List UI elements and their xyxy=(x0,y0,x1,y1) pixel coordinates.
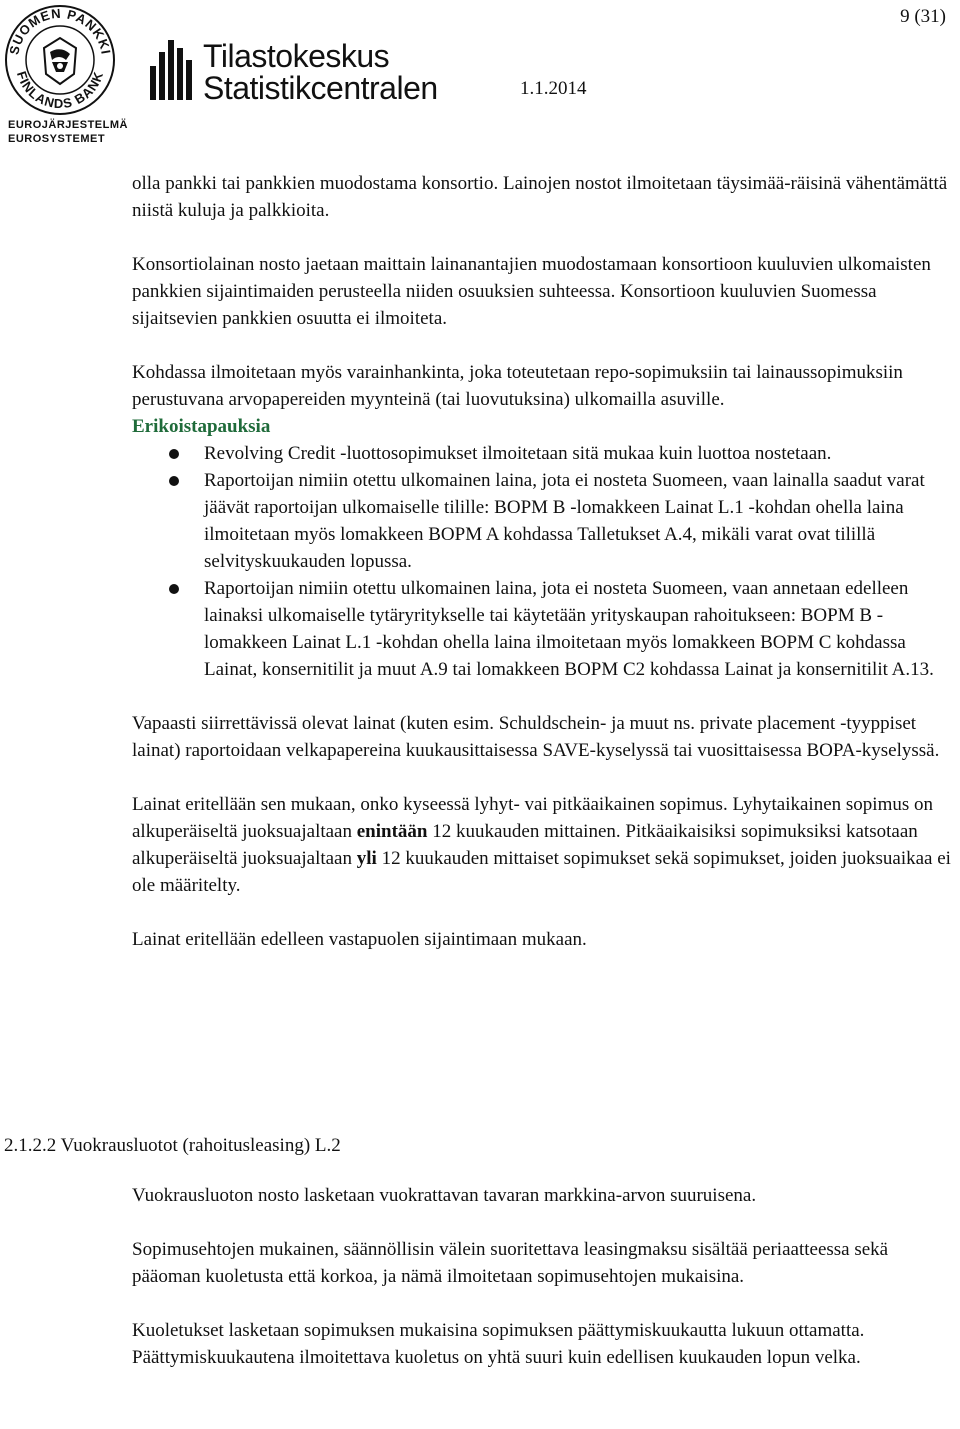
tilastokeskus-wordmark: Tilastokeskus Statistikcentralen xyxy=(203,38,438,106)
suomen-pankki-seal-logo xyxy=(4,4,116,116)
paragraph-1: olla pankki tai pankkien muodostama konsortio. Lainojen nostot ilmoitetaan täysimää-räisinä vähentämättä niistä kuluja ja palkkioita. xyxy=(132,173,948,221)
document-date: 1.1.2014 xyxy=(520,78,587,99)
list-item: Raportoijan nimiin otettu ulkomainen laina, jota ei nosteta Suomeen, vaan annetaan edelleen lainaksi ulkomaiselle tytäryritykselle tai käytetään yrityskaupan rahoitukseen: BOPM B -lomakkeen Lainat L.1 -kohdan ohella laina ilmoitetaan myös lomakkeen BOPM C kohdassa Lainat, konsernitilit ja muut A.9 tai lomakkeen BOPM C2 kohdassa Lainat ja konsernitilit A.13. xyxy=(132,575,954,683)
section-title-leasing: 2.1.2.2 Vuokrausluotot (rahoitusleasing) L.2 xyxy=(4,1135,341,1156)
paragraph-4: Vapaasti siirrettävissä olevat lainat (kuten esim. Schuldschein- ja muut ns. private placement -tyyppiset lainat) raportoidaan velkapapereina kuukausittaisessa SAVE-kyselyssä tai vuosittaisessa BOPA-kyselyssä. xyxy=(132,713,940,761)
bullet-icon xyxy=(168,448,180,460)
special-cases-list xyxy=(132,440,954,683)
leasing-content xyxy=(132,1182,954,1371)
paragraph-2: Konsortiolainan nosto jaetaan maittain lainanantajien muodostamaan konsortioon kuuluvien ulkomaisten pankkien sijaintimaiden perusteella niiden osuuksien suhteessa. Konsortioon kuuluvien Suomessa sijaitsevien pankkien osuutta ei ilmoiteta. xyxy=(132,254,931,329)
bullet-icon xyxy=(168,583,180,595)
paragraph-6: Lainat eritellään edelleen vastapuolen sijaintimaan mukaan. xyxy=(132,929,587,950)
tilastokeskus-bars-logo xyxy=(150,38,196,100)
main-content xyxy=(132,170,954,953)
list-item: Revolving Credit -luottosopimukset ilmoitetaan sitä mukaa kuin luottoa nostetaan. xyxy=(132,440,954,467)
paragraph-8: Sopimusehtojen mukainen, säännöllisin välein suoritettava leasingmaksu sisältää periaatteessa sekä pääoman kuoletusta että korkoa, ja nämä ilmoitetaan sopimusehtojen mukaisina. xyxy=(132,1239,889,1287)
paragraph-3: Kohdassa ilmoitetaan myös varainhankinta, joka toteutetaan repo-sopimuksiin tai lainaussopimuksiin perustuvana arvopapereiden myynteinä (tai luovutuksina) ulkomailla asuville. xyxy=(132,362,903,410)
paragraph-7: Vuokrausluoton nosto lasketaan vuokrattavan tavaran markkina-arvon suuruisena. xyxy=(132,1185,757,1206)
page-number: 9 (31) xyxy=(900,6,946,27)
paragraph-9: Kuoletukset lasketaan sopimuksen mukaisina sopimuksen päättymiskuukautta lukuun ottamatta. Päättymiskuukautena ilmoitettava kuoletus on yhtä suuri kuin edellisen kuukauden lopun velka. xyxy=(132,1320,865,1368)
svg-text:SUOMEN PANKKI: SUOMEN PANKKI xyxy=(6,5,114,57)
page-header xyxy=(0,0,960,160)
section-heading-special-cases: Erikoistapauksia xyxy=(132,416,271,437)
paragraph-5: Lainat eritellään sen mukaan, onko kyseessä lyhyt- vai pitkäaikainen sopimus. Lyhytaikainen sopimus on alkuperäiseltä juoksuajaltaan enintään 12 kuukauden mittainen. Pitkäaikaisiksi sopimuksiksi katsotaan alkuperäiseltä juoksuajaltaan yli 12 kuukauden mittaiset sopimukset sekä sopimukset, joiden juoksuaikaa ei ole määritelty. xyxy=(132,794,951,896)
eurosystem-label: EUROJÄRJESTELMÄ EUROSYSTEMET xyxy=(8,119,128,145)
list-item: Raportoijan nimiin otettu ulkomainen laina, jota ei nosteta Suomeen, vaan lainalla saadut varat jäävät raportoijan ulkomaiselle tilille: BOPM B -lomakkeen Lainat L.1 -kohdan ohella laina ilmoitetaan myös lomakkeen BOPM A kohdassa Talletukset A.4, mikäli varat ovat tilillä selvityskuukauden lopussa. xyxy=(132,467,954,575)
bullet-icon xyxy=(168,475,180,487)
svg-text:FINLANDS BANK: FINLANDS BANK xyxy=(13,69,107,112)
